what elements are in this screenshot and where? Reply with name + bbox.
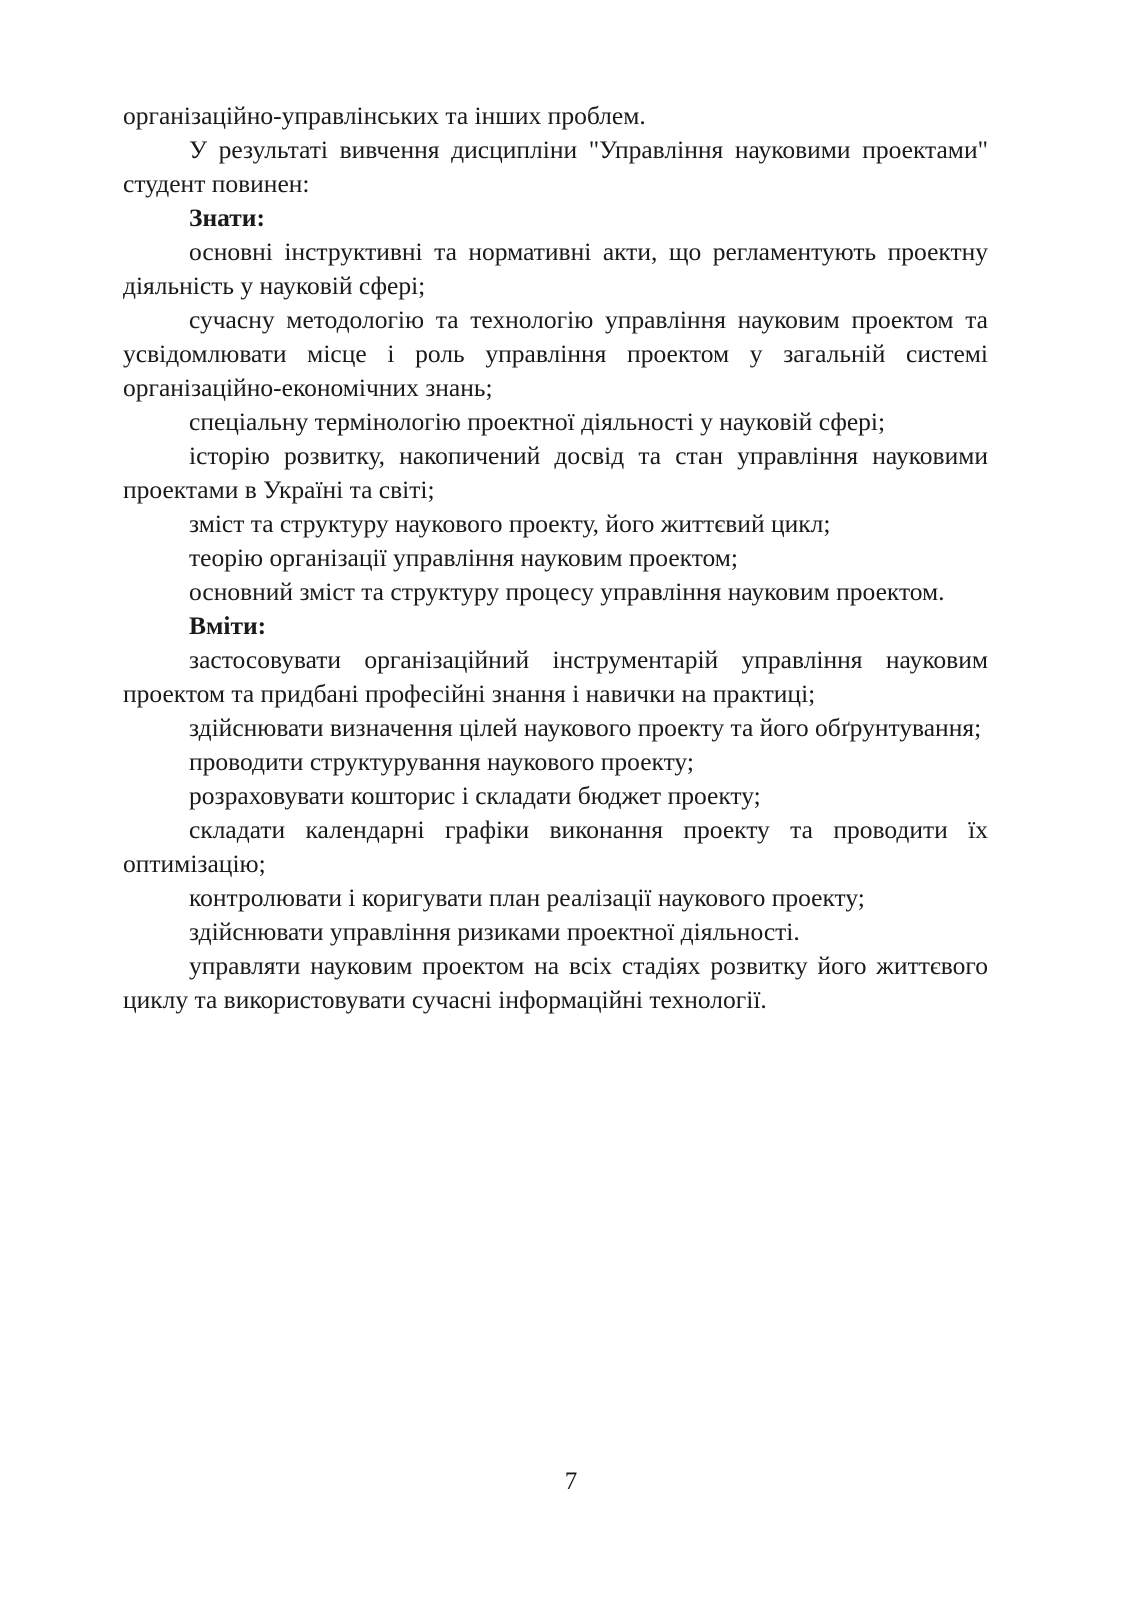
can-item: розраховувати кошторис і складати бюджет проекту; bbox=[189, 781, 761, 810]
know-item: основні інструктивні та нормативні акти, що регламентують проектну діяльність у науковій сфері; bbox=[123, 237, 988, 300]
can-item: здійснювати управління ризиками проектної діяльності. bbox=[189, 917, 800, 946]
know-item: сучасну методологію та технологію управління науковим проектом та усвідомлювати місце і роль управління проектом у загальній системі організаційно-економічних знань; bbox=[123, 305, 988, 402]
can-item: застосовувати організаційний інструментарій управління науковим проектом та придбані професійні знання і навички на практиці; bbox=[123, 645, 988, 708]
know-heading: Знати: bbox=[189, 203, 265, 232]
know-item: спеціальну термінологію проектної діяльності у науковій сфері; bbox=[189, 407, 886, 436]
know-item: зміст та структуру наукового проекту, його життєвий цикл; bbox=[189, 509, 831, 538]
can-item: здійснювати визначення цілей наукового проекту та його обґрунтування; bbox=[189, 713, 982, 742]
page-body bbox=[123, 99, 988, 1017]
can-heading: Вміти: bbox=[189, 611, 267, 640]
can-item: проводити структурування наукового проекту; bbox=[189, 747, 694, 776]
know-item: історію розвитку, накопичений досвід та стан управління науковими проектами в Україні та світі; bbox=[123, 441, 988, 504]
page-number: 7 bbox=[564, 1468, 578, 1495]
can-item: контролювати і коригувати план реалізації наукового проекту; bbox=[189, 883, 865, 912]
paragraph-intro: У результаті вивчення дисципліни "Управління науковими проектами" студент повинен: bbox=[123, 135, 988, 198]
paragraph-continuation: організаційно-управлінських та інших проблем. bbox=[123, 101, 646, 130]
can-item: складати календарні графіки виконання проекту та проводити їх оптимізацію; bbox=[123, 815, 988, 878]
know-item: теорію організації управління науковим проектом; bbox=[189, 543, 739, 572]
can-item: управляти науковим проектом на всіх стадіях розвитку його життєвого циклу та використовувати сучасні інформаційні технології. bbox=[123, 951, 988, 1014]
know-item: основний зміст та структуру процесу управління науковим проектом. bbox=[189, 577, 945, 606]
